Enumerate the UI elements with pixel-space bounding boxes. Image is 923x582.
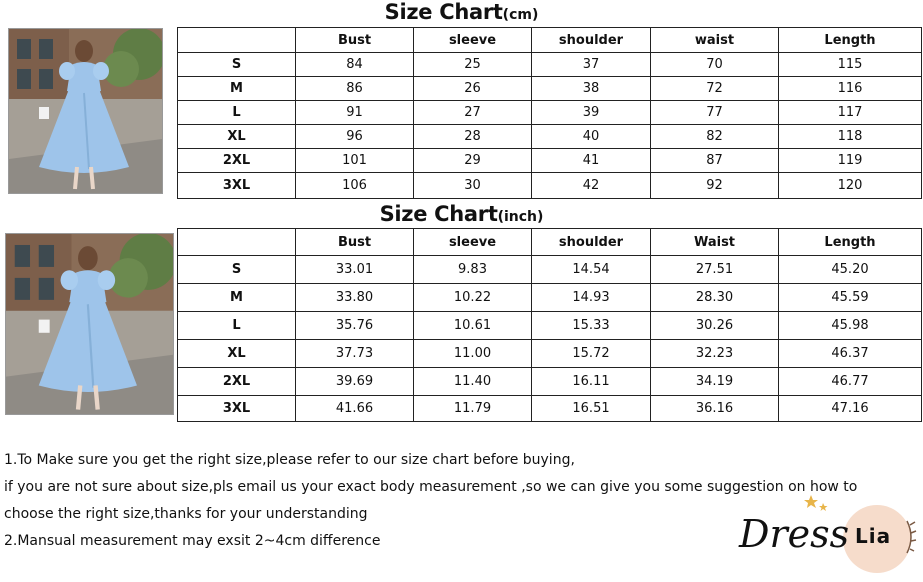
- table-cell: 41.66: [296, 396, 414, 422]
- table-cell: 33.80: [296, 284, 414, 312]
- size-label: 3XL: [178, 173, 296, 199]
- size-label: 2XL: [178, 149, 296, 173]
- table-row: [178, 368, 922, 396]
- dress-photo-inch: [5, 233, 174, 415]
- cm-header-sleeve: sleeve: [414, 28, 532, 53]
- cm-chart-title: [0, 0, 923, 24]
- table-cell: 28.30: [651, 284, 779, 312]
- table-cell: 91: [296, 101, 414, 125]
- cm-unit-text: (cm): [502, 7, 539, 23]
- table-cell: 10.61: [414, 312, 532, 340]
- table-cell: 30.26: [651, 312, 779, 340]
- note-line-4: 2.Mansual measurement may exsit 2~4cm difference: [4, 533, 381, 549]
- note-line-2: if you are not sure about size,pls email us your exact body measurement ,so we can give you some suggestion on how to: [4, 479, 858, 495]
- inch-title-text: Size Chart: [379, 202, 498, 226]
- size-label: S: [178, 256, 296, 284]
- table-cell: 46.37: [779, 340, 922, 368]
- size-label: XL: [178, 340, 296, 368]
- table-cell: 82: [651, 125, 779, 149]
- cm-title-text: Size Chart: [384, 0, 503, 24]
- table-cell: 39: [532, 101, 651, 125]
- table-cell: 116: [779, 77, 922, 101]
- table-cell: 30: [414, 173, 532, 199]
- table-cell: 86: [296, 77, 414, 101]
- table-cell: 11.79: [414, 396, 532, 422]
- logo-star-icon: [804, 495, 818, 508]
- table-cell: 33.01: [296, 256, 414, 284]
- table-cell: 45.20: [779, 256, 922, 284]
- table-cell: 39.69: [296, 368, 414, 396]
- table-cell: 119: [779, 149, 922, 173]
- table-cell: 72: [651, 77, 779, 101]
- table-cell: 47.16: [779, 396, 922, 422]
- cm-header-shoulder: shoulder: [532, 28, 651, 53]
- note-line-1: 1.To Make sure you get the right size,please refer to our size chart before buying,: [4, 452, 575, 468]
- size-label: 3XL: [178, 396, 296, 422]
- dresslia-logo: [735, 489, 920, 577]
- table-cell: 15.72: [532, 340, 651, 368]
- table-cell: 16.11: [532, 368, 651, 396]
- note-line-3: choose the right size,thanks for your understanding: [4, 506, 368, 522]
- table-row: [178, 256, 922, 284]
- table-cell: 37.73: [296, 340, 414, 368]
- inch-header-size: [178, 229, 296, 256]
- cm-header-bust: Bust: [296, 28, 414, 53]
- table-cell: 42: [532, 173, 651, 199]
- dress-photo-illustration: [6, 234, 173, 414]
- table-cell: 32.23: [651, 340, 779, 368]
- inch-unit-text: (inch): [497, 209, 544, 225]
- table-cell: 96: [296, 125, 414, 149]
- table-cell: 14.54: [532, 256, 651, 284]
- inch-header-shoulder: shoulder: [532, 229, 651, 256]
- table-cell: 10.22: [414, 284, 532, 312]
- table-cell: 84: [296, 53, 414, 77]
- cm-header-row: [178, 28, 922, 53]
- table-cell: 40: [532, 125, 651, 149]
- table-cell: 101: [296, 149, 414, 173]
- size-label: L: [178, 101, 296, 125]
- size-label: M: [178, 77, 296, 101]
- table-cell: 11.40: [414, 368, 532, 396]
- table-row: [178, 101, 922, 125]
- size-chart-inch-table: [177, 228, 922, 422]
- table-cell: 77: [651, 101, 779, 125]
- table-cell: 27.51: [651, 256, 779, 284]
- dress-photo-illustration: [9, 29, 162, 193]
- table-row: [178, 284, 922, 312]
- table-cell: 106: [296, 173, 414, 199]
- table-cell: 118: [779, 125, 922, 149]
- table-cell: 45.98: [779, 312, 922, 340]
- table-cell: 11.00: [414, 340, 532, 368]
- size-chart-cm-table: [177, 27, 922, 199]
- table-cell: 120: [779, 173, 922, 199]
- table-cell: 115: [779, 53, 922, 77]
- logo-star-icon: [819, 503, 828, 511]
- table-cell: 87: [651, 149, 779, 173]
- table-cell: 25: [414, 53, 532, 77]
- table-cell: 41: [532, 149, 651, 173]
- table-row: [178, 340, 922, 368]
- table-cell: 92: [651, 173, 779, 199]
- logo-tail-text: Lia: [855, 524, 892, 548]
- table-cell: 27: [414, 101, 532, 125]
- inch-header-row: [178, 229, 922, 256]
- cm-header-length: Length: [779, 28, 922, 53]
- table-cell: 15.33: [532, 312, 651, 340]
- size-label: XL: [178, 125, 296, 149]
- dresslia-logo-graphic: [735, 489, 920, 577]
- size-label: S: [178, 53, 296, 77]
- size-label: 2XL: [178, 368, 296, 396]
- table-cell: 45.59: [779, 284, 922, 312]
- inch-header-waist: Waist: [651, 229, 779, 256]
- table-cell: 117: [779, 101, 922, 125]
- table-row: [178, 53, 922, 77]
- table-cell: 35.76: [296, 312, 414, 340]
- cm-header-waist: waist: [651, 28, 779, 53]
- table-cell: 38: [532, 77, 651, 101]
- table-cell: 14.93: [532, 284, 651, 312]
- table-row: [178, 312, 922, 340]
- table-cell: 37: [532, 53, 651, 77]
- table-row: [178, 149, 922, 173]
- table-cell: 34.19: [651, 368, 779, 396]
- inch-header-length: Length: [779, 229, 922, 256]
- table-cell: 26: [414, 77, 532, 101]
- inch-header-sleeve: sleeve: [414, 229, 532, 256]
- logo-script-text: Dress: [739, 512, 850, 556]
- table-cell: 9.83: [414, 256, 532, 284]
- table-row: [178, 396, 922, 422]
- cm-header-size: [178, 28, 296, 53]
- table-row: [178, 77, 922, 101]
- table-cell: 36.16: [651, 396, 779, 422]
- inch-header-bust: Bust: [296, 229, 414, 256]
- inch-chart-title: [0, 202, 923, 226]
- table-row: [178, 125, 922, 149]
- size-label: L: [178, 312, 296, 340]
- table-cell: 16.51: [532, 396, 651, 422]
- table-cell: 70: [651, 53, 779, 77]
- dress-photo-cm: [8, 28, 163, 194]
- table-cell: 29: [414, 149, 532, 173]
- size-label: M: [178, 284, 296, 312]
- table-cell: 28: [414, 125, 532, 149]
- table-row: [178, 173, 922, 199]
- table-cell: 46.77: [779, 368, 922, 396]
